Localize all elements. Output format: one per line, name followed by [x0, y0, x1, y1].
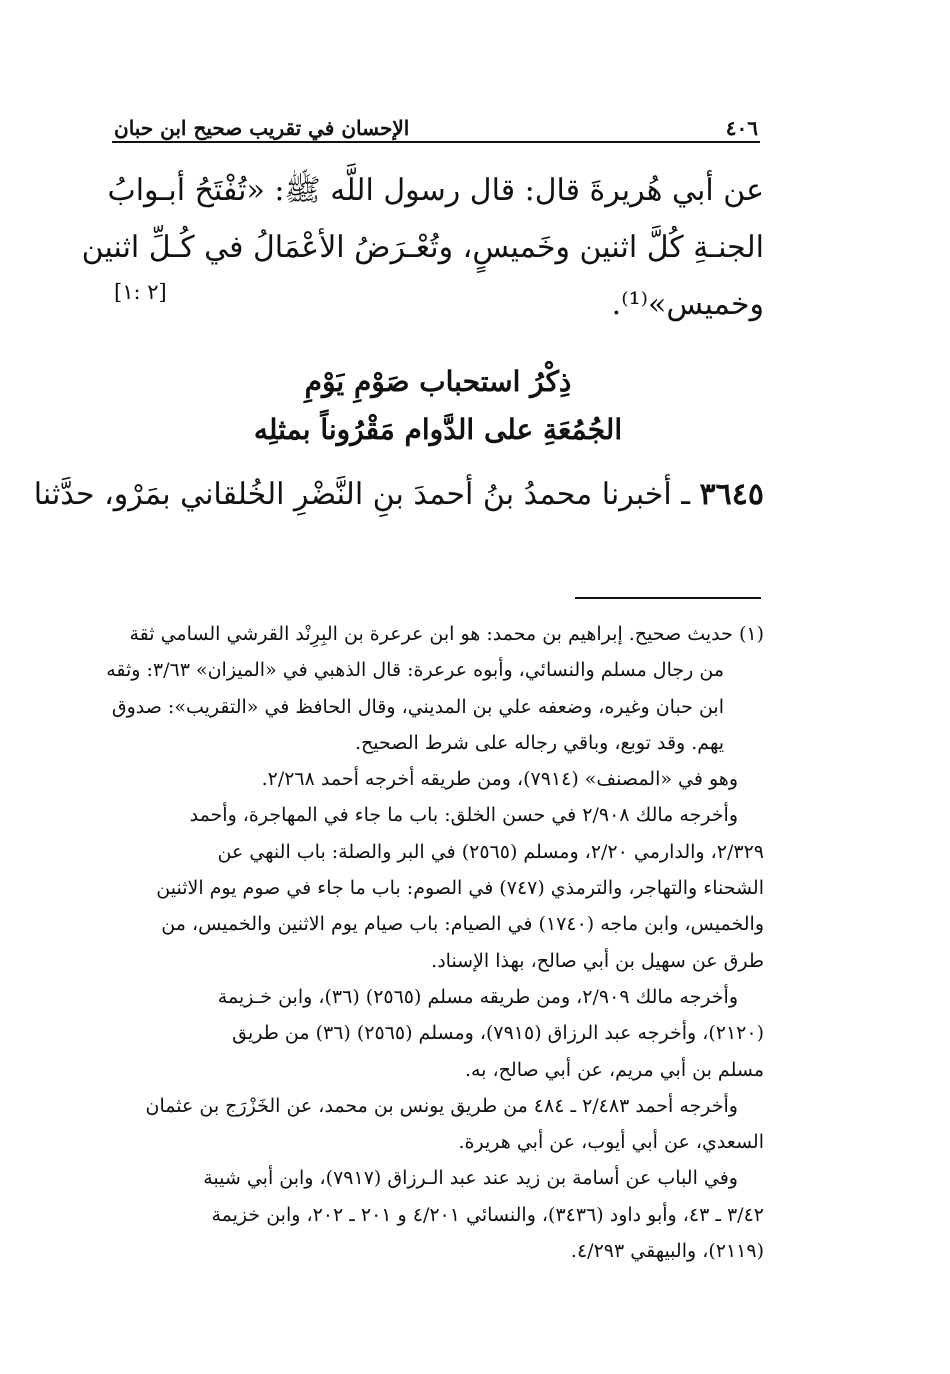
hadith-reference: [٢ :١] [114, 280, 167, 304]
footnote-line: (٢١٢٠)، وأخرجه عبد الرزاق (٧٩١٥)، ومسلم (٢٥٦٥) (٣٦) من طريق [232, 1022, 764, 1045]
footnotes [106, 616, 764, 1269]
footnote-line: ٢/٣٢٩، والدارمي ٢/٢٠، ومسلم (٢٥٦٥) في البر والصلة: باب النهي عن [217, 840, 764, 863]
footnote-line: وأخرجه مالك ٢/٩٠٩، ومن طريقه مسلم (٢٥٦٥) (٣٦)، وابن خـزيمة [217, 985, 738, 1008]
footnote-line: ٣/٤٢ ـ ٤٣، وأبو داود (٣٤٣٦)، والنسائي ٤/٢٠١ و ٢٠١ ـ ٢٠٢، وابن خزيمة [211, 1203, 764, 1226]
footnote-line: وأخرجه مالك ٢/٩٠٨ في حسن الخلق: باب ما جاء في المهاجرة، وأحمد [189, 804, 738, 827]
footnote-line: والخميس، وابن ماجه (١٧٤٠) في الصيام: باب صيام يوم الاثنين والخميس، من [161, 913, 764, 936]
hadith-text [81, 162, 764, 333]
running-title: الإحسان في تقريب صحيح ابن حبان [114, 116, 410, 140]
footnote-line: يهم. وقد توبع، وباقي رجاله على شرط الصحيح. [354, 731, 724, 754]
footnote-line: وأخرجه أحمد ٢/٤٨٣ ـ ٤٨٤ من طريق يونس بن محمد، عن الخَزْرَج بن عثمان [145, 1094, 738, 1117]
hadith-line: الجنـةِ كُلَّ اثنين وخَميسٍ، وتُعْـرَضُ الأعْمَالُ في كُـلِّ اثنين [81, 230, 764, 265]
page-header [114, 104, 758, 140]
section-title [112, 358, 764, 454]
section-title-line: الجُمُعَةِ على الدَّوام مَقْرُوناً بمثلِه [253, 413, 623, 446]
footnote-line: وفي الباب عن أسامة بن زيد عند عبد الـرزاق (٧٩١٧)، وابن أبي شيبة [203, 1167, 738, 1190]
footnote-rule [575, 597, 761, 599]
footnote-line: من رجال مسلم والنسائي، وأبوه عرعرة: قال الذهبي في «الميزان» ٣/٦٣: وثقه [106, 659, 724, 682]
page-number: ٤٠٦ [725, 116, 758, 140]
footnote-line: الشحناء والتهاجر، والترمذي (٧٤٧) في الصوم: باب ما جاء في صوم يوم الاثنين [156, 877, 764, 900]
footnote-line: وهو في «المصنف» (٧٩١٤)، ومن طريقه أخرجه أحمد ٢/٢٦٨. [261, 768, 738, 791]
footnote-line: (٢١١٩)، والبيهقي ٤/٢٩٣. [570, 1240, 764, 1263]
header-rule [112, 141, 760, 143]
footnote-line: (١) حديث صحيح. إبراهيم بن محمد: هو ابن عرعرة بن البِرِنْد القرشي السامي ثقة [129, 623, 764, 645]
hadith-line: وخميس»⁽¹⁾. [611, 287, 764, 322]
footnote-line: ابن حبان وغيره، وضعفه علي بن المديني، وقال الحافظ في «التقريب»: صدوق [111, 695, 724, 718]
footnote-line: السعدي، عن أبي أيوب، عن أبي هريرة. [458, 1131, 764, 1154]
hadith-line: عن أبي هُريرةَ قال: قال رسول اللَّه ﷺ: «تُفْتَحُ أبـوابُ [107, 173, 764, 208]
footnote-line: مسلم بن أبي مريم، عن أبي صالح، به. [464, 1058, 764, 1081]
hadith-number: ٣٦٤٥ [699, 477, 764, 512]
footnote-line: طرق عن سهيل بن أبي صالح، بهذا الإسناد. [431, 949, 764, 972]
hadith-isnad: ـ أخبرنا محمدُ بنُ أحمدَ بنِ النَّضْرِ الخُلقاني بمَرْو، حدَّثنا [33, 477, 700, 512]
section-title-line: ذِكْرُ استحباب صَوْمِ يَوْمِ [304, 365, 572, 398]
next-hadith [33, 466, 764, 523]
